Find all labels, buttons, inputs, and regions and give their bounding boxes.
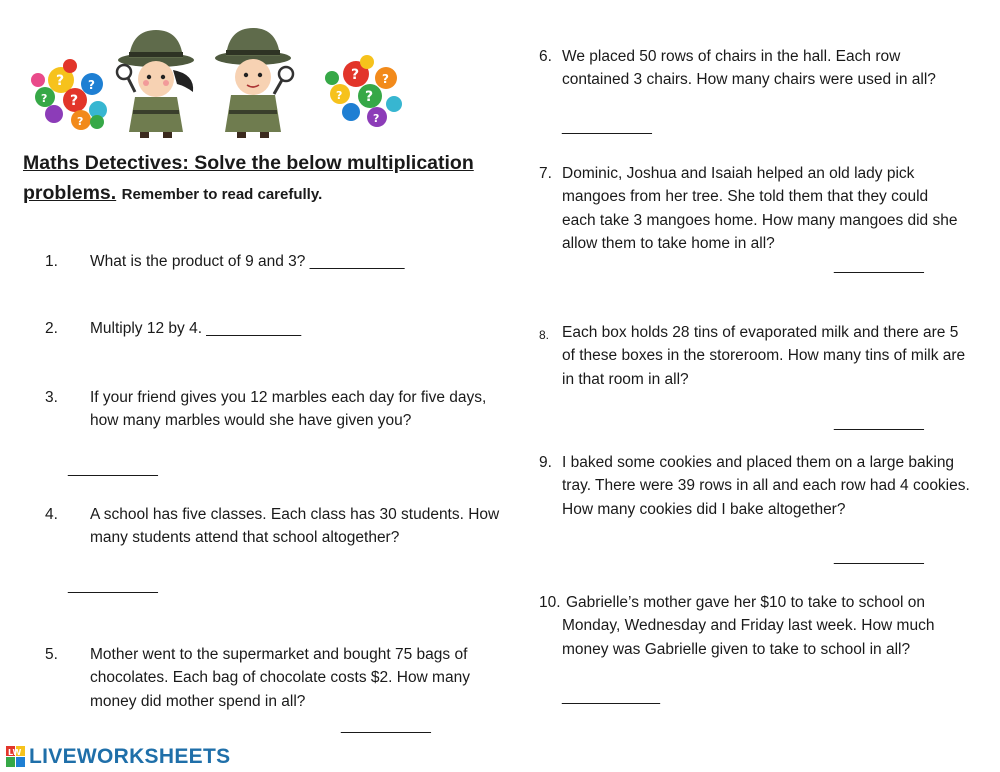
question-line: tray. There were 39 rows in all and each row had 4 cookies. xyxy=(562,477,970,495)
answer-blank-3[interactable]: ___________ xyxy=(68,460,158,477)
liveworksheets-icon xyxy=(6,746,26,768)
worksheet-title xyxy=(23,148,498,210)
svg-text:?: ? xyxy=(41,92,48,105)
question-number: 9. xyxy=(539,454,552,471)
title-instruction: Remember to read carefully. xyxy=(121,186,323,203)
detectives-illustration xyxy=(25,22,415,140)
question-line: contained 3 chairs. How many chairs were used in all? xyxy=(562,71,936,89)
question-line: A school has five classes. Each class has 30 students. How xyxy=(90,506,500,523)
question-line: We placed 50 rows of chairs in the hall. Each row xyxy=(562,48,901,65)
question-text xyxy=(562,162,957,255)
svg-text:?: ? xyxy=(77,115,84,128)
answer-blank-10[interactable]: ____________ xyxy=(562,688,660,705)
svg-text:?: ? xyxy=(373,112,380,125)
question-line: many students attend that school altogether? xyxy=(90,529,400,547)
answer-blank-6[interactable]: ___________ xyxy=(562,118,652,135)
svg-text:?: ? xyxy=(56,73,65,89)
question-line: money was Gabrielle given to take to school in all? xyxy=(562,640,911,658)
question-bubbles-right-icon xyxy=(325,55,402,127)
question-line: Mother went to the supermarket and bought 75 bags of xyxy=(90,646,468,663)
question-line: each take 3 mangoes home. How many mangoes did she xyxy=(562,211,958,229)
answer-blank-9[interactable]: ___________ xyxy=(834,548,924,565)
question-line: money did mother spend in all? xyxy=(90,692,306,710)
question-line: Gabrielle’s mother gave her $10 to take to school on xyxy=(566,594,926,611)
question-line: mangoes from her tree. She told them that they could xyxy=(562,188,929,206)
svg-text:LW: LW xyxy=(8,748,22,757)
question-line: chocolates. Each bag of chocolate costs $2. How many xyxy=(90,669,470,687)
svg-text:?: ? xyxy=(70,93,79,109)
question-line: What is the product of 9 and 3? ___________ xyxy=(90,253,405,270)
detective-boy-icon xyxy=(215,28,293,138)
svg-text:?: ? xyxy=(336,89,343,102)
answer-blank-8[interactable]: ___________ xyxy=(834,414,924,431)
liveworksheets-wordmark: LIVEWORKSHEETS xyxy=(29,745,231,768)
question-line: Dominic, Joshua and Isaiah helped an old lady pick xyxy=(562,165,915,182)
question-line: Each box holds 28 tins of evaporated milk and there are 5 xyxy=(562,324,959,341)
answer-blank-7[interactable]: ___________ xyxy=(834,257,924,274)
question-line: in that room in all? xyxy=(562,370,689,388)
question-line: If your friend gives you 12 marbles each day for five days, xyxy=(90,389,487,406)
question-number: 10. xyxy=(539,594,561,611)
question-number: 8. xyxy=(539,328,550,342)
svg-text:?: ? xyxy=(351,67,360,83)
question-line: Multiply 12 by 4. ___________ xyxy=(90,320,302,337)
question-line: of these boxes in the storeroom. How many tins of milk are xyxy=(562,347,966,365)
liveworksheets-logo[interactable] xyxy=(6,744,230,770)
question-number: 5. xyxy=(45,646,58,663)
question-text xyxy=(562,451,970,521)
question-number: 2. xyxy=(45,320,58,337)
question-number: 6. xyxy=(539,48,552,65)
question-number: 1. xyxy=(45,253,58,270)
answer-blank-4[interactable]: ___________ xyxy=(68,577,158,594)
title-main: Maths Detectives: Solve the below multiplication problems. xyxy=(23,152,474,204)
svg-text:?: ? xyxy=(365,89,374,105)
svg-text:?: ? xyxy=(382,72,389,86)
question-number: 7. xyxy=(539,165,552,182)
question-text xyxy=(90,317,301,340)
question-line: allow them to take home in all? xyxy=(562,234,775,252)
question-text xyxy=(562,591,934,661)
answer-blank-5[interactable]: ___________ xyxy=(341,717,431,734)
question-text xyxy=(90,503,499,550)
question-text xyxy=(562,45,936,92)
svg-text:?: ? xyxy=(88,78,95,92)
question-line: I baked some cookies and placed them on a large baking xyxy=(562,454,955,471)
question-line: How many cookies did I bake altogether? xyxy=(562,500,846,518)
detective-girl-icon xyxy=(117,30,194,138)
question-text xyxy=(562,321,965,391)
question-line: Monday, Wednesday and Friday last week. How much xyxy=(562,617,935,635)
question-number: 3. xyxy=(45,389,58,406)
question-number: 4. xyxy=(45,506,58,523)
question-text xyxy=(90,250,405,273)
question-text xyxy=(90,386,486,433)
question-line: how many marbles would she have given you? xyxy=(90,412,412,430)
question-bubbles-left-icon xyxy=(31,59,107,130)
question-text xyxy=(90,643,470,713)
